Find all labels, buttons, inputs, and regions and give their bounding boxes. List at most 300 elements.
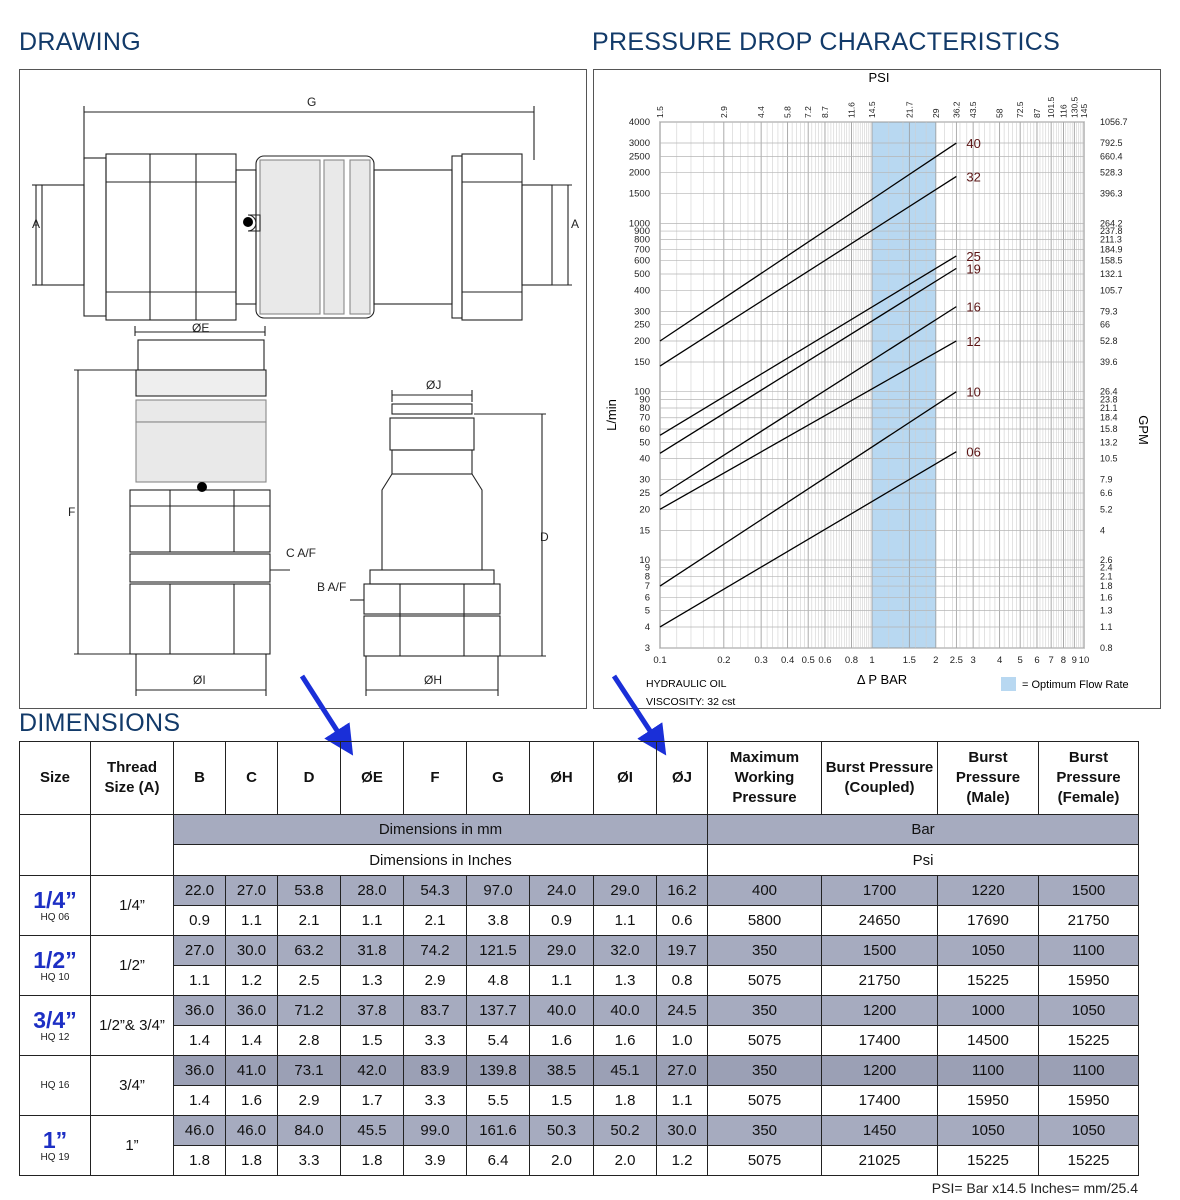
size-code: HQ 19	[40, 1151, 70, 1163]
series-label-40: 40	[966, 136, 981, 152]
mm-value: 45.1	[594, 1056, 657, 1086]
gpm-tick-label: 264.2	[1100, 218, 1123, 229]
psi-value: 15225	[1039, 1026, 1139, 1056]
size-cell	[20, 996, 91, 1056]
x-tick-label: 0.4	[781, 655, 795, 666]
bar-value: 1500	[822, 936, 938, 966]
y-tick-label: 80	[639, 402, 650, 414]
mm-value: 22.0	[174, 876, 226, 906]
gpm-tick-label: 1.6	[1100, 592, 1113, 603]
inch-value: 0.9	[530, 906, 594, 936]
mm-value: 42.0	[341, 1056, 404, 1086]
psi-tick-label: 21.7	[904, 101, 915, 118]
note-viscosity: VISCOSITY: 32 cst	[646, 696, 736, 708]
mm-value: 37.8	[341, 996, 404, 1026]
x-tick-label: 3	[970, 655, 976, 666]
y-tick-label: 300	[634, 306, 650, 318]
y-tick-label: 600	[634, 255, 650, 267]
size-cell	[20, 1116, 91, 1176]
psi-tick-label: 2.9	[718, 106, 729, 118]
gpm-tick-label: 1.3	[1100, 605, 1113, 616]
gpm-tick-label: 10.5	[1100, 453, 1118, 464]
series-label-12: 12	[966, 333, 981, 349]
size-cell	[20, 876, 91, 936]
x-tick-label: 0.6	[818, 655, 832, 666]
inch-value: 0.6	[657, 906, 708, 936]
y-tick-label: 1000	[628, 218, 650, 230]
gpm-tick-label: 39.6	[1100, 357, 1118, 368]
inch-value: 2.0	[594, 1146, 657, 1176]
mm-value: 36.0	[174, 1056, 226, 1086]
psi-tick-label: 14.5	[867, 101, 877, 118]
series-label-10: 10	[966, 384, 981, 400]
label-c-af: C A/F	[286, 546, 317, 560]
gpm-tick-label: 79.3	[1100, 306, 1118, 317]
mm-value: 99.0	[404, 1116, 467, 1146]
label-g: G	[307, 95, 317, 109]
inch-value: 1.8	[341, 1146, 404, 1176]
psi-value: 15225	[938, 966, 1039, 996]
column-header: G	[467, 742, 530, 815]
inch-value: 2.0	[530, 1146, 594, 1176]
y-tick-label: 8	[644, 571, 650, 583]
size-cell	[20, 1056, 91, 1116]
mm-value: 83.9	[404, 1056, 467, 1086]
inch-value: 5.4	[467, 1026, 530, 1056]
gpm-tick-label: 1.1	[1100, 621, 1113, 632]
psi-tick-label: 72.5	[1015, 101, 1026, 118]
inch-value: 3.3	[404, 1026, 467, 1056]
psi-tick-label: 145	[1079, 103, 1089, 118]
x-tick-label: 8	[1060, 655, 1067, 666]
psi-value: 5075	[708, 1026, 822, 1056]
column-header: B	[174, 742, 226, 815]
inch-value: 1.6	[226, 1086, 278, 1116]
mm-value: 16.2	[657, 876, 708, 906]
x-tick-label: 6	[1034, 655, 1040, 666]
bar-value: 400	[708, 876, 822, 906]
psi-tick-label: 58	[994, 108, 1005, 118]
y-tick-label: 900	[634, 226, 650, 238]
table-row	[20, 936, 1139, 966]
inch-value: 1.5	[341, 1026, 404, 1056]
y-tick-label: 150	[634, 357, 650, 369]
label-f: F	[68, 505, 76, 519]
label-i: ØI	[193, 673, 206, 687]
table-row	[20, 906, 1139, 936]
bar-value: 350	[708, 996, 822, 1026]
mm-value: 53.8	[278, 876, 341, 906]
gpm-tick-label: 18.4	[1100, 412, 1118, 423]
mm-value: 84.0	[278, 1116, 341, 1146]
bar-value: 1000	[938, 996, 1039, 1026]
mm-value: 29.0	[594, 876, 657, 906]
mm-value: 73.1	[278, 1056, 341, 1086]
bar-value: 1050	[1039, 1116, 1139, 1146]
psi-value: 21750	[822, 966, 938, 996]
psi-tick-label: 1.5	[655, 106, 665, 118]
table-row	[20, 1056, 1139, 1086]
bar-value: 1100	[1039, 1056, 1139, 1086]
table-row	[20, 1116, 1139, 1146]
y-tick-label: 90	[639, 394, 650, 406]
note-oil: HYDRAULIC OIL	[646, 678, 727, 690]
bar-value: 350	[708, 936, 822, 966]
y-tick-label: 200	[634, 335, 650, 347]
bar-value: 1220	[938, 876, 1039, 906]
column-header: ØH	[530, 742, 594, 815]
mm-value: 50.3	[530, 1116, 594, 1146]
gpm-tick-label: 26.4	[1100, 386, 1118, 397]
unit-bar: Bar	[708, 815, 1139, 845]
x-tick-label: 0.3	[754, 655, 768, 666]
label-a-left: A	[32, 217, 41, 231]
x-tick-label: 0.2	[717, 655, 731, 666]
y-tick-label: 4000	[628, 117, 650, 128]
conversion-footnote: PSI= Bar x14.5 Inches= mm/25.4	[931, 1180, 1138, 1196]
gpm-tick-label: 105.7	[1100, 285, 1123, 296]
column-header: Burst Pressure (Coupled)	[822, 742, 938, 815]
bar-value: 1100	[938, 1056, 1039, 1086]
inch-value: 1.8	[226, 1146, 278, 1176]
unit-psi: Psi	[708, 845, 1139, 876]
inch-value: 1.6	[594, 1026, 657, 1056]
psi-value: 24650	[822, 906, 938, 936]
inch-value: 2.1	[404, 906, 467, 936]
label-e: ØE	[192, 321, 210, 335]
y-tick-label: 800	[634, 234, 650, 246]
psi-tick-label: 116	[1058, 104, 1069, 118]
inch-value: 1.0	[657, 1026, 708, 1056]
gpm-tick-label: 0.8	[1100, 643, 1113, 653]
gpm-tick-label: 396.3	[1100, 188, 1123, 199]
bar-value: 350	[708, 1116, 822, 1146]
y-tick-label: 40	[639, 453, 650, 465]
psi-value: 15225	[1039, 1146, 1139, 1176]
arrow-to-j	[614, 676, 658, 743]
size-code: HQ 06	[40, 911, 70, 923]
mm-value: 139.8	[467, 1056, 530, 1086]
y-tick-label: 100	[634, 386, 650, 398]
inch-value: 1.1	[341, 906, 404, 936]
mm-value: 71.2	[278, 996, 341, 1026]
mm-value: 97.0	[467, 876, 530, 906]
column-header: C	[226, 742, 278, 815]
inch-value: 0.9	[174, 906, 226, 936]
y-tick-label: 2500	[628, 151, 650, 163]
inch-value: 2.9	[404, 966, 467, 996]
x-tick-label: 0.1	[653, 655, 667, 666]
size-code: HQ 12	[40, 1031, 70, 1043]
y-tick-label: 30	[639, 474, 650, 486]
x-tick-label: 0.5	[801, 655, 815, 666]
y-tick-label: 25	[639, 488, 650, 500]
bar-value: 1050	[938, 1116, 1039, 1146]
mm-value: 46.0	[174, 1116, 226, 1146]
gpm-tick-label: 184.9	[1100, 244, 1123, 255]
series-label-25: 25	[966, 248, 981, 264]
inch-value: 1.5	[530, 1086, 594, 1116]
y-tick-label: 2000	[628, 167, 650, 179]
psi-tick-label: 11.6	[846, 102, 857, 118]
label-d: D	[540, 530, 549, 544]
gpm-tick-label: 21.1	[1100, 402, 1118, 413]
mm-value: 54.3	[404, 876, 467, 906]
table-row	[20, 1026, 1139, 1056]
column-header: ØI	[594, 742, 657, 815]
x-tick-label: 0.8	[844, 655, 859, 666]
mm-value: 36.0	[174, 996, 226, 1026]
inch-value: 1.8	[594, 1086, 657, 1116]
gpm-tick-label: 792.5	[1100, 138, 1123, 149]
mm-value: 40.0	[530, 996, 594, 1026]
unit-inches: Dimensions in Inches	[174, 845, 708, 876]
psi-value: 5075	[708, 966, 822, 996]
column-header: Maximum Working Pressure	[708, 742, 822, 815]
series-label-06: 06	[966, 444, 981, 460]
mm-value: 31.8	[341, 936, 404, 966]
y-tick-label: 5	[644, 605, 650, 617]
label-h: ØH	[424, 673, 442, 687]
inch-value: 3.8	[467, 906, 530, 936]
mm-value: 30.0	[226, 936, 278, 966]
psi-tick-label: 101.5	[1046, 96, 1057, 118]
inch-value: 2.9	[278, 1086, 341, 1116]
mm-value: 46.0	[226, 1116, 278, 1146]
psi-axis-label: PSI	[868, 70, 890, 85]
y-tick-label: 4	[644, 621, 650, 633]
inch-value: 2.8	[278, 1026, 341, 1056]
x-tick-label: 4	[996, 655, 1003, 666]
inch-value: 1.1	[594, 906, 657, 936]
gpm-tick-label: 528.3	[1100, 167, 1123, 178]
bar-value: 1200	[822, 1056, 938, 1086]
mm-value: 40.0	[594, 996, 657, 1026]
inch-value: 0.8	[657, 966, 708, 996]
gpm-tick-label: 5.2	[1100, 504, 1113, 515]
size-cell	[20, 936, 91, 996]
psi-tick-label: 130.5	[1069, 96, 1080, 118]
size-code: HQ 10	[40, 971, 70, 983]
column-header: D	[278, 742, 341, 815]
bar-value: 1050	[938, 936, 1039, 966]
inch-value: 3.3	[278, 1146, 341, 1176]
arrow-to-e	[302, 676, 345, 743]
bar-value: 1450	[822, 1116, 938, 1146]
thread-size: 1/2”& 3/4”	[91, 996, 174, 1056]
y-tick-label: 1500	[628, 188, 650, 200]
table-row	[20, 876, 1139, 906]
label-a-right: A	[571, 217, 580, 231]
gpm-tick-label: 23.8	[1100, 394, 1118, 405]
x-axis-label: Δ P BAR	[856, 672, 908, 687]
table-row	[20, 966, 1139, 996]
psi-value: 5075	[708, 1146, 822, 1176]
mm-value: 27.0	[226, 876, 278, 906]
mm-value: 45.5	[341, 1116, 404, 1146]
y-tick-label: 7	[644, 581, 650, 593]
inch-value: 1.1	[530, 966, 594, 996]
mm-value: 121.5	[467, 936, 530, 966]
inch-value: 5.5	[467, 1086, 530, 1116]
psi-value: 15950	[1039, 1086, 1139, 1116]
series-label-16: 16	[966, 299, 981, 315]
psi-tick-label: 87	[1031, 108, 1042, 118]
mm-value: 83.7	[404, 996, 467, 1026]
dimensions-title: DIMENSIONS	[19, 709, 181, 737]
mm-value: 24.5	[657, 996, 708, 1026]
y-tick-label: 500	[634, 269, 650, 281]
inch-value: 1.3	[341, 966, 404, 996]
y-tick-label: 250	[634, 319, 650, 331]
x-tick-label: 10	[1078, 655, 1090, 666]
inch-value: 1.1	[174, 966, 226, 996]
gpm-tick-label: 132.1	[1100, 269, 1123, 280]
size-value: 1/4”	[33, 886, 77, 913]
gpm-tick-label: 660.4	[1100, 151, 1123, 162]
column-header: F	[404, 742, 467, 815]
y-tick-label: 9	[644, 562, 650, 574]
psi-value: 17400	[822, 1026, 938, 1056]
mm-value: 27.0	[657, 1056, 708, 1086]
column-header: Burst Pressure (Male)	[938, 742, 1039, 815]
inch-value: 1.2	[657, 1146, 708, 1176]
inch-value: 1.2	[226, 966, 278, 996]
table-row	[20, 1086, 1139, 1116]
x-tick-label: 1.5	[902, 655, 916, 666]
y-tick-label: 60	[639, 424, 650, 436]
inch-value: 4.8	[467, 966, 530, 996]
bar-value: 1200	[822, 996, 938, 1026]
x-tick-label: 7	[1048, 655, 1054, 666]
psi-value: 15950	[938, 1086, 1039, 1116]
bar-value: 1500	[1039, 876, 1139, 906]
x-tick-label: 1	[869, 655, 875, 666]
inch-value: 1.3	[594, 966, 657, 996]
psi-value: 15950	[1039, 966, 1139, 996]
psi-value: 17400	[822, 1086, 938, 1116]
mm-value: 41.0	[226, 1056, 278, 1086]
gpm-tick-label: 52.8	[1100, 335, 1118, 346]
inch-value: 1.1	[657, 1086, 708, 1116]
thread-size: 3/4”	[91, 1056, 174, 1116]
inch-value: 1.4	[226, 1026, 278, 1056]
gpm-tick-label: 2.6	[1100, 554, 1113, 565]
pressure-title: PRESSURE DROP CHARACTERISTICS	[592, 28, 1061, 56]
y-axis-label: L/min	[604, 399, 619, 431]
size-value: 1/2”	[33, 946, 77, 973]
inch-value: 1.4	[174, 1026, 226, 1056]
mm-value: 24.0	[530, 876, 594, 906]
psi-value: 21025	[822, 1146, 938, 1176]
psi-value: 5075	[708, 1086, 822, 1116]
y-tick-label: 70	[639, 412, 650, 424]
column-header: Thread Size (A)	[91, 742, 174, 815]
x-tick-label: 5	[1017, 655, 1023, 666]
label-b-af: B A/F	[317, 580, 347, 594]
mm-value: 137.7	[467, 996, 530, 1026]
mm-value: 27.0	[174, 936, 226, 966]
gpm-tick-label: 2.1	[1100, 571, 1113, 582]
y-tick-label: 10	[639, 554, 650, 566]
inch-value: 1.8	[174, 1146, 226, 1176]
bar-value: 1100	[1039, 936, 1139, 966]
psi-value: 15225	[938, 1146, 1039, 1176]
mm-value: 29.0	[530, 936, 594, 966]
psi-tick-label: 5.8	[782, 106, 793, 118]
empty-cell	[20, 815, 91, 876]
gpm-tick-label: 237.8	[1100, 226, 1123, 237]
inch-value: 6.4	[467, 1146, 530, 1176]
gpm-tick-label: 158.5	[1100, 255, 1123, 266]
mm-value: 38.5	[530, 1056, 594, 1086]
inch-value: 1.7	[341, 1086, 404, 1116]
y-tick-label: 400	[634, 285, 650, 297]
unit-mm: Dimensions in mm	[174, 815, 708, 845]
y-tick-label: 3000	[628, 138, 650, 150]
inch-value: 2.1	[278, 906, 341, 936]
psi-tick-label: 8.7	[819, 106, 830, 118]
bar-value: 350	[708, 1056, 822, 1086]
x-tick-label: 2.5	[949, 655, 963, 666]
mm-value: 28.0	[341, 876, 404, 906]
thread-size: 1/4”	[91, 876, 174, 936]
table-row	[20, 996, 1139, 1026]
psi-tick-label: 36.2	[951, 101, 962, 118]
gpm-tick-label: 2.4	[1100, 562, 1113, 573]
size-value: 3/4”	[33, 1006, 77, 1033]
inch-value: 3.3	[404, 1086, 467, 1116]
column-header: ØJ	[657, 742, 708, 815]
inch-value: 1.4	[174, 1086, 226, 1116]
mm-value: 161.6	[467, 1116, 530, 1146]
psi-value: 5800	[708, 906, 822, 936]
gpm-tick-label: 13.2	[1100, 437, 1118, 448]
y-tick-label: 15	[639, 525, 650, 537]
y-tick-label: 50	[639, 437, 650, 449]
gpm-tick-label: 211.3	[1100, 234, 1122, 245]
gpm-tick-label: 1056.7	[1100, 117, 1128, 127]
bar-value: 1700	[822, 876, 938, 906]
inch-value: 1.1	[226, 906, 278, 936]
psi-tick-label: 7.2	[803, 106, 814, 118]
gpm-tick-label: 7.9	[1100, 474, 1113, 485]
y-tick-label: 20	[639, 504, 650, 516]
mm-value: 63.2	[278, 936, 341, 966]
inch-value: 1.6	[530, 1026, 594, 1056]
label-j: ØJ	[426, 378, 442, 392]
gpm-tick-label: 1.8	[1100, 581, 1113, 592]
inch-value: 2.5	[278, 966, 341, 996]
psi-value: 17690	[938, 906, 1039, 936]
mm-value: 19.7	[657, 936, 708, 966]
series-label-32: 32	[966, 169, 981, 185]
y-tick-label: 700	[634, 244, 650, 256]
series-label-19: 19	[966, 261, 981, 277]
bar-value: 1050	[1039, 996, 1139, 1026]
x-tick-label: 9	[1071, 655, 1077, 666]
psi-value: 21750	[1039, 906, 1139, 936]
psi-tick-label: 43.5	[968, 101, 979, 118]
thread-size: 1/2”	[91, 936, 174, 996]
mm-value: 32.0	[594, 936, 657, 966]
gpm-axis-label: GPM	[1136, 415, 1151, 445]
size-value: 1”	[42, 1126, 68, 1153]
gpm-tick-label: 66	[1100, 319, 1111, 330]
mm-value: 30.0	[657, 1116, 708, 1146]
mm-value: 36.0	[226, 996, 278, 1026]
psi-tick-label: 29	[930, 108, 941, 118]
